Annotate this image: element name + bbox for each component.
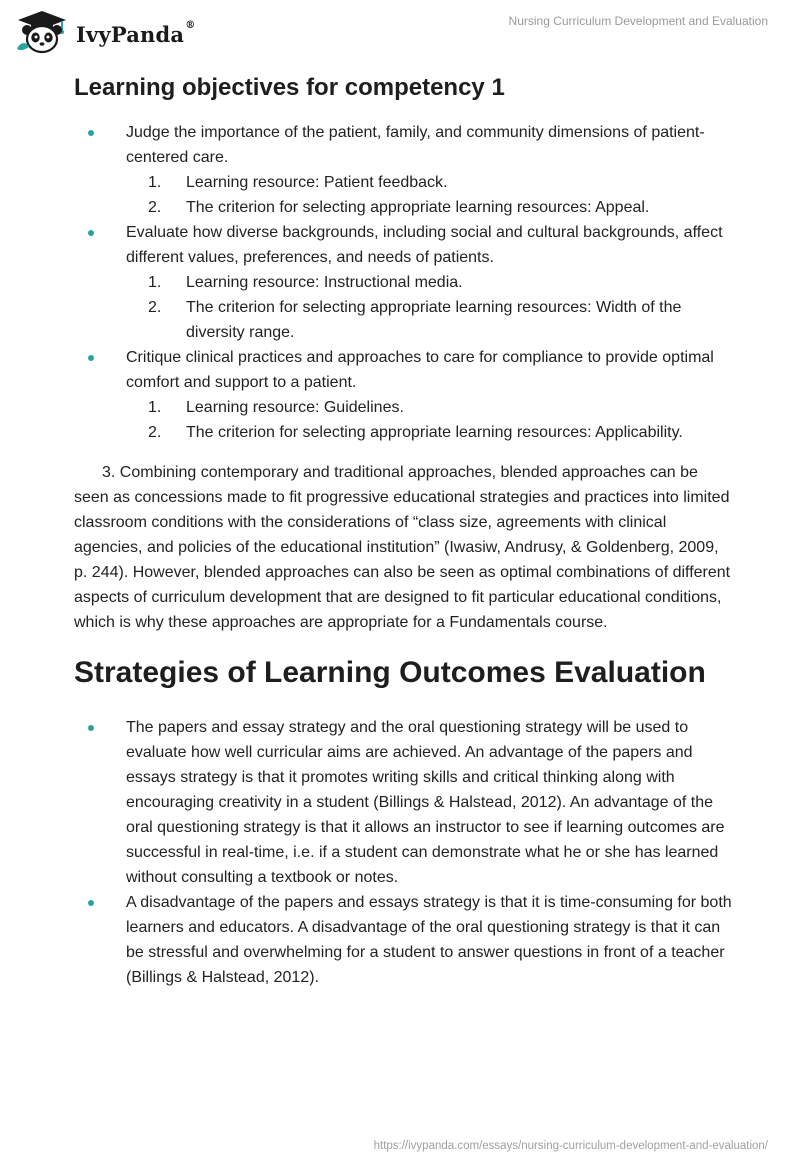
item-number: 1. — [148, 399, 162, 416]
list-item — [74, 220, 734, 345]
page-header — [0, 0, 800, 60]
sub-item-text: Learning resource: Instructional media. — [186, 274, 463, 291]
list-item — [74, 120, 734, 220]
bullet-icon — [88, 130, 94, 136]
list-item — [74, 890, 734, 990]
bullet-icon — [88, 725, 94, 731]
source-url[interactable]: https://ivypanda.com/essays/nursing-curriculum-development-and-evaluation/ — [373, 1140, 768, 1152]
strategies-list — [74, 715, 734, 990]
list-item — [74, 345, 734, 445]
section-heading-strategies: Strategies of Learning Outcomes Evaluation — [74, 656, 706, 689]
sub-item-text: The criterion for selecting appropriate learning resources: Applicability. — [186, 424, 683, 441]
item-number: 2. — [148, 299, 162, 316]
panda-logo-icon — [14, 9, 70, 55]
objectives-list — [74, 120, 734, 445]
list-item-text: A disadvantage of the papers and essays strategy is that it is time-consuming for both learners and educators. A disadvantage of the oral questioning strategy is that it can be stressful and overwhelming for a student to answer questions in front of a teacher (Billings & Halstead, 2012). — [126, 894, 732, 986]
sub-list-item — [126, 195, 734, 220]
bullet-icon — [88, 900, 94, 906]
bullet-icon — [88, 230, 94, 236]
sub-item-text: Learning resource: Patient feedback. — [186, 174, 448, 191]
sub-list-item — [126, 395, 734, 420]
article-content — [74, 68, 734, 990]
sub-list-item — [126, 270, 734, 295]
list-item-text: Evaluate how diverse backgrounds, including social and cultural backgrounds, affect different values, preferences, and needs of patients. — [126, 224, 723, 266]
section-heading-learning-objectives: Learning objectives for competency 1 — [74, 74, 505, 101]
sub-list-item — [126, 295, 734, 345]
sub-item-text: The criterion for selecting appropriate learning resources: Appeal. — [186, 199, 650, 216]
body-paragraph: 3. Combining contemporary and traditional approaches, blended approaches can be seen as concessions made to fit progressive educational strategies and practices into limited classroom conditions with the considerations of “class size, agreements with clinical agencies, and policies of the educational institution” (Iwasiw, Andrusy, & Goldenberg, 2009, p. 244). However, blended approaches can also be seen as optimal combinations of different aspects of curriculum development that are designed to fit particular educational conditions, which is why these approaches are appropriate for a Fundamentals course. — [74, 464, 731, 631]
sub-list — [126, 170, 734, 220]
sub-item-text: The criterion for selecting appropriate learning resources: Width of the diversity range. — [186, 299, 682, 341]
sub-item-text: Learning resource: Guidelines. — [186, 399, 404, 416]
ivypanda-logo[interactable] — [14, 9, 195, 55]
list-item-text: Critique clinical practices and approaches to care for compliance to provide optimal comfort and support to a patient. — [126, 349, 714, 391]
sub-list-item — [126, 170, 734, 195]
sub-list-item — [126, 420, 734, 445]
list-item-text: Judge the importance of the patient, family, and community dimensions of patient-centered care. — [126, 124, 705, 166]
item-number: 2. — [148, 424, 162, 441]
item-number: 1. — [148, 174, 162, 191]
list-item-text: The papers and essay strategy and the oral questioning strategy will be used to evaluate how well curricular aims are achieved. An advantage of the papers and essays strategy is that it promotes writing skills and critical thinking along with encouraging creativity in a student (Billings & Halstead, 2012). An advantage of the oral questioning strategy is that it allows an instructor to see if learning outcomes are successful in real-time, i.e. if a student can demonstrate what he or she has learned without consulting a textbook or notes. — [126, 719, 725, 886]
document-title: Nursing Curriculum Development and Evaluation — [508, 14, 768, 28]
item-number: 2. — [148, 199, 162, 216]
bullet-icon — [88, 355, 94, 361]
list-item — [74, 715, 734, 890]
brand-name: IvyPanda® — [76, 19, 196, 47]
sub-list — [126, 395, 734, 445]
item-number: 1. — [148, 274, 162, 291]
sub-list — [126, 270, 734, 345]
